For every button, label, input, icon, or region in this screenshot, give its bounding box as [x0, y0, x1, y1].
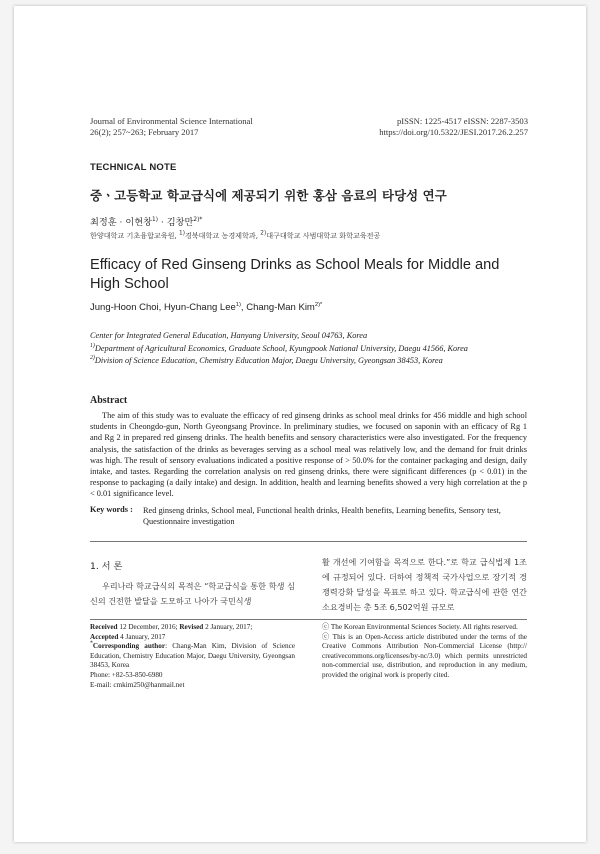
author-name: 김창만 — [166, 217, 194, 228]
footnote-divider — [90, 619, 527, 620]
affiliation-mark: 2) — [260, 230, 267, 237]
paper-page — [14, 6, 586, 842]
dates-line — [90, 623, 295, 633]
keywords-label: Key words : — [90, 505, 133, 514]
section-title-introduction: 1. 서 론 — [90, 561, 123, 572]
copyright-line: ⓒ The Korean Environmental Sciences Society. All rights reserved. — [322, 623, 518, 631]
abstract-text: The aim of this study was to evaluate the efficacy of red ginseng drinks as school meal drinks for 456 middle and high school students in Cheongdo-gun, North Gyeongsang Province. In preliminary studies, we focused on saponin with an efficacy of Rg 1 and Rg 2 in prepared red ginseng drinks. The health benefits and sensory characteristics were also investigated. For the frequency analysis, the satisfaction of the drinks as beverages serving as a school meal was relatively low, and the demand for fruit drinks was high. The result of sensory evaluations indicated a positive response of > 50.0% for the container packaging and design, daily intake, and tastes. Regarding the correlation analysis on red ginseng drinks, there were significant differences (p < 0.01) in the response to packaging (a daily intake) and design. In addition, health and learning benefits showed a very high correlation at the p < 0.01 significance level. — [90, 411, 527, 499]
corresponding-text: : Chang-Man Kim, Division of Science Education, Chemistry Education Major, Daegu University, Gyeongsan 38453, Korea — [90, 642, 295, 670]
section-divider — [90, 541, 527, 542]
author-separator: · — [158, 217, 167, 228]
author-name: 최정훈 — [90, 217, 117, 228]
received-label: Received — [90, 623, 118, 631]
journal-header — [90, 116, 253, 138]
author-separator: · — [116, 217, 126, 228]
affiliation — [90, 231, 179, 240]
accepted-label: Accepted — [90, 632, 119, 641]
body-column-left: 우리나라 학교급식의 목적은 “학교급식을 통한 학생 심신의 건전한 발달을 도모하고 나아가 국민식생 — [90, 581, 295, 606]
korean-authors — [90, 214, 202, 228]
revised-date: 2 January, 2017; — [203, 623, 253, 631]
korean-affiliations — [90, 231, 380, 241]
footnotes-right — [322, 623, 527, 681]
author-affiliation-mark: 1) — [152, 216, 158, 223]
received-date: 12 December, 2016; — [117, 623, 180, 631]
affiliation-text: 대구대학교 사범대학교 화학교육전공 — [266, 231, 381, 240]
keywords — [90, 505, 527, 527]
affiliation-text: Division of Science Education, Chemistry Education Major, Daegu University, Gyeongsan 38453, Korea — [94, 356, 443, 366]
author-affiliation-mark: 2)* — [193, 216, 203, 223]
email-line[interactable]: E-mail: cmkim250@hanmail.net — [90, 680, 185, 689]
article-type: TECHNICAL NOTE — [90, 162, 177, 173]
phone-line: Phone: +82-53-850-6980 — [90, 670, 163, 679]
english-affiliations — [90, 330, 560, 368]
author-affiliation-mark: 1) — [235, 301, 241, 308]
english-authors — [90, 302, 322, 313]
keywords-list: Red ginseng drinks, School meal, Functional health drinks, Health benefits, Learning benefits, Sensory test, Questionnaire investigation — [143, 506, 501, 527]
author-name: 이현창 — [125, 217, 153, 228]
affiliation — [90, 355, 560, 368]
journal-citation: 26(2); 257~263; February 2017 — [90, 127, 199, 137]
affiliation-text: 경북대학교 농경제학과, — [184, 231, 261, 240]
footnotes-left — [90, 623, 295, 690]
affiliation-mark: 1) — [179, 230, 185, 237]
doi-link[interactable]: https://doi.org/10.5322/JESI.2017.26.2.257 — [379, 127, 528, 137]
license-text: ⓒ This is an Open-Access article distributed under the terms of the Creative Commons Attribution Non-Commercial License (http:// creativecommons.org/licenses/by-nc/3.0) which permits unrestricted non-commercial use, distribution, and reproduction in any medium, provided the original work is properly cited. — [322, 632, 527, 679]
accepted-line — [90, 633, 295, 643]
abstract-heading: Abstract — [90, 395, 128, 406]
affiliation — [260, 231, 380, 240]
korean-title: 중ㆍ고등학교 학교급식에 제공되기 위한 홍삼 음료의 타당성 연구 — [90, 188, 447, 203]
affiliation — [179, 231, 260, 240]
corresponding-author: *Corresponding author: Chang-Man Kim, Division of Science Education, Chemistry Education Major, Daegu University, Gyeongsan 38453, Korea — [90, 640, 295, 670]
author-name: Chang-Man Kim — [246, 302, 315, 313]
affiliation-text: Department of Agricultural Economics, Graduate School, Kyungpook National University, Daegu 41566, Korea — [94, 343, 468, 353]
affiliation — [90, 330, 560, 343]
issn-text: pISSN: 1225-4517 eISSN: 2287-3503 — [396, 116, 528, 126]
author-separator: , — [240, 302, 247, 313]
affiliation-text: 한양대학교 기초융합교육원, — [90, 231, 179, 240]
author-name: Hyun-Chang Lee — [163, 302, 236, 313]
issn-header — [379, 116, 528, 138]
author-separator: , — [158, 302, 164, 313]
revised-label: Revised — [179, 623, 204, 631]
author-affiliation-mark: 2)* — [314, 301, 323, 308]
affiliation — [90, 343, 560, 356]
body-column-right: 활 개선에 기여함을 목적으로 한다.”로 학교 급식법제 1조에 규정되어 있다. 더하여 정책적 국가사업으로 장기적 경쟁력강화 달성을 목표로 하고 있다. 학교급식에 관한 연간 소요경비는 총 5조 6,502억원 규모로 — [322, 557, 527, 612]
affiliation-mark: 1) — [90, 342, 95, 349]
author-name: Jung-Hoon Choi — [90, 302, 159, 313]
accepted-date: 4 January, 2017 — [118, 632, 166, 641]
journal-name: Journal of Environmental Science International — [90, 116, 253, 126]
english-title: Efficacy of Red Ginseng Drinks as School Meals for Middle and High School — [90, 257, 500, 292]
affiliation-text: Center for Integrated General Education, Hanyang University, Seoul 04763, Korea — [90, 331, 368, 340]
corresponding-label: Corresponding author — [92, 642, 166, 651]
affiliation-mark: 2) — [90, 355, 95, 362]
